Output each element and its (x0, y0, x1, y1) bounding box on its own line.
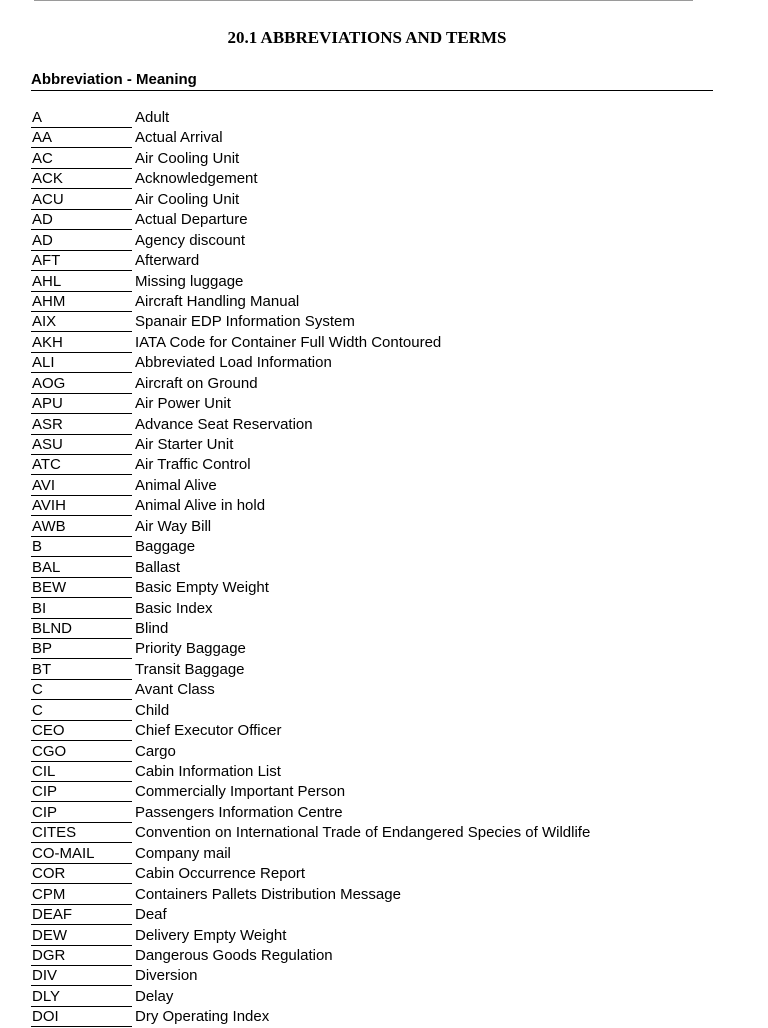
abbreviation-meaning: Aircraft on Ground (135, 374, 258, 392)
section-header: Abbreviation - Meaning (31, 70, 713, 91)
abbreviation-row (31, 619, 731, 639)
abbreviation-meaning: Advance Seat Reservation (135, 415, 313, 433)
abbreviation-code: AVIH (31, 496, 132, 516)
abbreviation-row (31, 190, 731, 210)
abbreviation-code: ALI (31, 353, 132, 373)
abbreviation-row (31, 149, 731, 169)
abbreviation-meaning: Delay (135, 987, 174, 1005)
abbreviation-row (31, 537, 731, 557)
abbreviation-meaning: IATA Code for Container Full Width Contoured (135, 333, 442, 351)
abbreviation-row (31, 864, 731, 884)
abbreviation-code: CIL (31, 762, 132, 782)
abbreviation-row (31, 251, 731, 271)
abbreviation-meaning: Delivery Empty Weight (135, 926, 287, 944)
abbreviation-meaning: Abbreviated Load Information (135, 354, 332, 372)
abbreviation-code: DEW (31, 926, 132, 946)
abbreviation-code: A (31, 108, 132, 128)
abbreviation-meaning: Blind (135, 619, 169, 637)
abbreviation-code: BT (31, 660, 132, 680)
abbreviation-code: AHM (31, 292, 132, 312)
abbreviation-code: BAL (31, 558, 132, 578)
abbreviation-code: AWB (31, 517, 132, 537)
abbreviation-code: CPM (31, 885, 132, 905)
abbreviation-code: AOG (31, 374, 132, 394)
abbreviation-meaning: Priority Baggage (135, 640, 246, 658)
abbreviation-meaning: Air Starter Unit (135, 436, 234, 453)
abbreviation-meaning: Chief Executor Officer (135, 722, 282, 740)
abbreviation-row (31, 312, 731, 332)
abbreviation-row (31, 1007, 731, 1027)
abbreviation-meaning: Actual Arrival (135, 129, 223, 147)
abbreviation-meaning: Adult (135, 109, 170, 126)
abbreviation-meaning: Deaf (135, 906, 167, 924)
abbreviation-row (31, 415, 731, 435)
abbreviation-row (31, 905, 731, 925)
abbreviation-row (31, 742, 731, 762)
abbreviation-row (31, 782, 731, 802)
abbreviation-meaning: Actual Departure (135, 211, 248, 229)
page-title: 20.1 ABBREVIATIONS AND TERMS (227, 28, 507, 47)
abbreviation-code: CIP (31, 782, 132, 802)
abbreviation-meaning: Baggage (135, 538, 196, 556)
abbreviation-code: ASU (31, 435, 132, 455)
abbreviation-meaning: Animal Alive (135, 476, 217, 494)
abbreviation-row (31, 394, 731, 414)
abbreviation-row (31, 823, 731, 843)
abbreviation-list (31, 108, 731, 1028)
abbreviation-row (31, 231, 731, 251)
abbreviation-meaning: Afterward (135, 252, 200, 270)
abbreviation-code: AA (31, 128, 132, 148)
abbreviation-code: CIP (31, 803, 132, 823)
abbreviation-code: AHL (31, 272, 132, 292)
abbreviation-row (31, 455, 731, 475)
abbreviation-meaning: Acknowledgement (135, 170, 258, 188)
abbreviation-meaning: Animal Alive in hold (135, 497, 266, 515)
abbreviation-code: CO-MAIL (31, 844, 132, 864)
abbreviation-code: AC (31, 149, 132, 169)
abbreviation-meaning: Air Traffic Control (135, 456, 251, 474)
abbreviation-row (31, 292, 731, 312)
abbreviation-row (31, 762, 731, 782)
abbreviation-row (31, 128, 731, 148)
abbreviation-row (31, 558, 731, 578)
abbreviation-code: BLND (31, 619, 132, 639)
abbreviation-row (31, 660, 731, 680)
abbreviation-code: COR (31, 864, 132, 884)
abbreviation-code: B (31, 537, 132, 557)
abbreviation-meaning: Cabin Occurrence Report (135, 865, 306, 883)
abbreviation-meaning: Spanair EDP Information System (135, 313, 355, 331)
abbreviation-row (31, 639, 731, 659)
abbreviation-meaning: Air Way Bill (135, 517, 212, 535)
abbreviation-meaning: Air Cooling Unit (135, 190, 240, 208)
abbreviation-meaning: Company mail (135, 844, 231, 862)
abbreviation-row (31, 844, 731, 864)
abbreviation-code: DEAF (31, 905, 132, 925)
abbreviation-row (31, 578, 731, 598)
abbreviation-meaning: Convention on International Trade of Endangered Species of Wildlife (135, 824, 591, 842)
abbreviation-meaning: Child (135, 701, 170, 719)
abbreviation-code: DGR (31, 946, 132, 966)
abbreviation-code: APU (31, 394, 132, 414)
abbreviation-meaning: Transit Baggage (135, 660, 245, 678)
abbreviation-row (31, 353, 731, 373)
abbreviation-code: DLY (31, 987, 132, 1007)
abbreviation-meaning: Dry Operating Index (135, 1008, 270, 1026)
abbreviation-code: C (31, 680, 132, 700)
abbreviation-code: CGO (31, 742, 132, 762)
abbreviation-code: DOI (31, 1007, 132, 1027)
abbreviation-row (31, 169, 731, 189)
abbreviation-row (31, 435, 731, 455)
abbreviation-code: AIX (31, 312, 132, 332)
abbreviation-row (31, 701, 731, 721)
abbreviation-meaning: Missing luggage (135, 272, 244, 290)
abbreviation-code: AVI (31, 476, 132, 496)
abbreviation-row (31, 374, 731, 394)
abbreviation-meaning: Basic Index (135, 599, 213, 617)
abbreviation-meaning: Cargo (135, 742, 176, 760)
abbreviation-row (31, 517, 731, 537)
abbreviation-row (31, 108, 731, 128)
abbreviation-code: DIV (31, 966, 132, 986)
abbreviation-meaning: Air Cooling Unit (135, 149, 240, 167)
abbreviation-meaning: Ballast (135, 558, 181, 576)
abbreviation-code: BEW (31, 578, 132, 598)
abbreviation-meaning: Commercially Important Person (135, 783, 346, 801)
abbreviation-code: ASR (31, 415, 132, 435)
abbreviation-meaning: Diversion (135, 967, 198, 985)
abbreviation-code: BP (31, 639, 132, 659)
abbreviation-row (31, 210, 731, 230)
abbreviation-row (31, 885, 731, 905)
abbreviation-meaning: Cabin Information List (135, 763, 281, 780)
abbreviation-meaning: Avant Class (135, 681, 215, 699)
abbreviation-row (31, 476, 731, 496)
abbreviation-meaning: Passengers Information Centre (135, 803, 343, 821)
abbreviation-meaning: Basic Empty Weight (135, 579, 269, 597)
abbreviation-code: ATC (31, 455, 132, 475)
abbreviation-meaning: Agency discount (135, 231, 246, 249)
abbreviation-row (31, 987, 731, 1007)
abbreviation-code: ACU (31, 190, 132, 210)
abbreviation-code: AKH (31, 333, 132, 353)
abbreviation-row (31, 946, 731, 966)
abbreviation-row (31, 599, 731, 619)
abbreviation-row (31, 496, 731, 516)
top-rule (34, 0, 693, 1)
abbreviation-code: BI (31, 599, 132, 619)
abbreviation-row (31, 272, 731, 292)
abbreviation-meaning: Dangerous Goods Regulation (135, 946, 333, 964)
abbreviation-code: AD (31, 210, 132, 230)
abbreviation-code: ACK (31, 169, 132, 189)
abbreviation-row (31, 803, 731, 823)
abbreviation-code: AD (31, 231, 132, 251)
abbreviation-row (31, 680, 731, 700)
abbreviation-meaning: Aircraft Handling Manual (135, 292, 300, 310)
abbreviation-code: AFT (31, 251, 132, 271)
abbreviation-row (31, 721, 731, 741)
abbreviation-code: C (31, 701, 132, 721)
abbreviation-meaning: Air Power Unit (135, 395, 231, 413)
abbreviation-row (31, 333, 731, 353)
abbreviation-code: CITES (31, 823, 132, 843)
abbreviation-row (31, 966, 731, 986)
abbreviation-code: CEO (31, 721, 132, 741)
abbreviation-row (31, 926, 731, 946)
abbreviation-meaning: Containers Pallets Distribution Message (135, 885, 401, 903)
